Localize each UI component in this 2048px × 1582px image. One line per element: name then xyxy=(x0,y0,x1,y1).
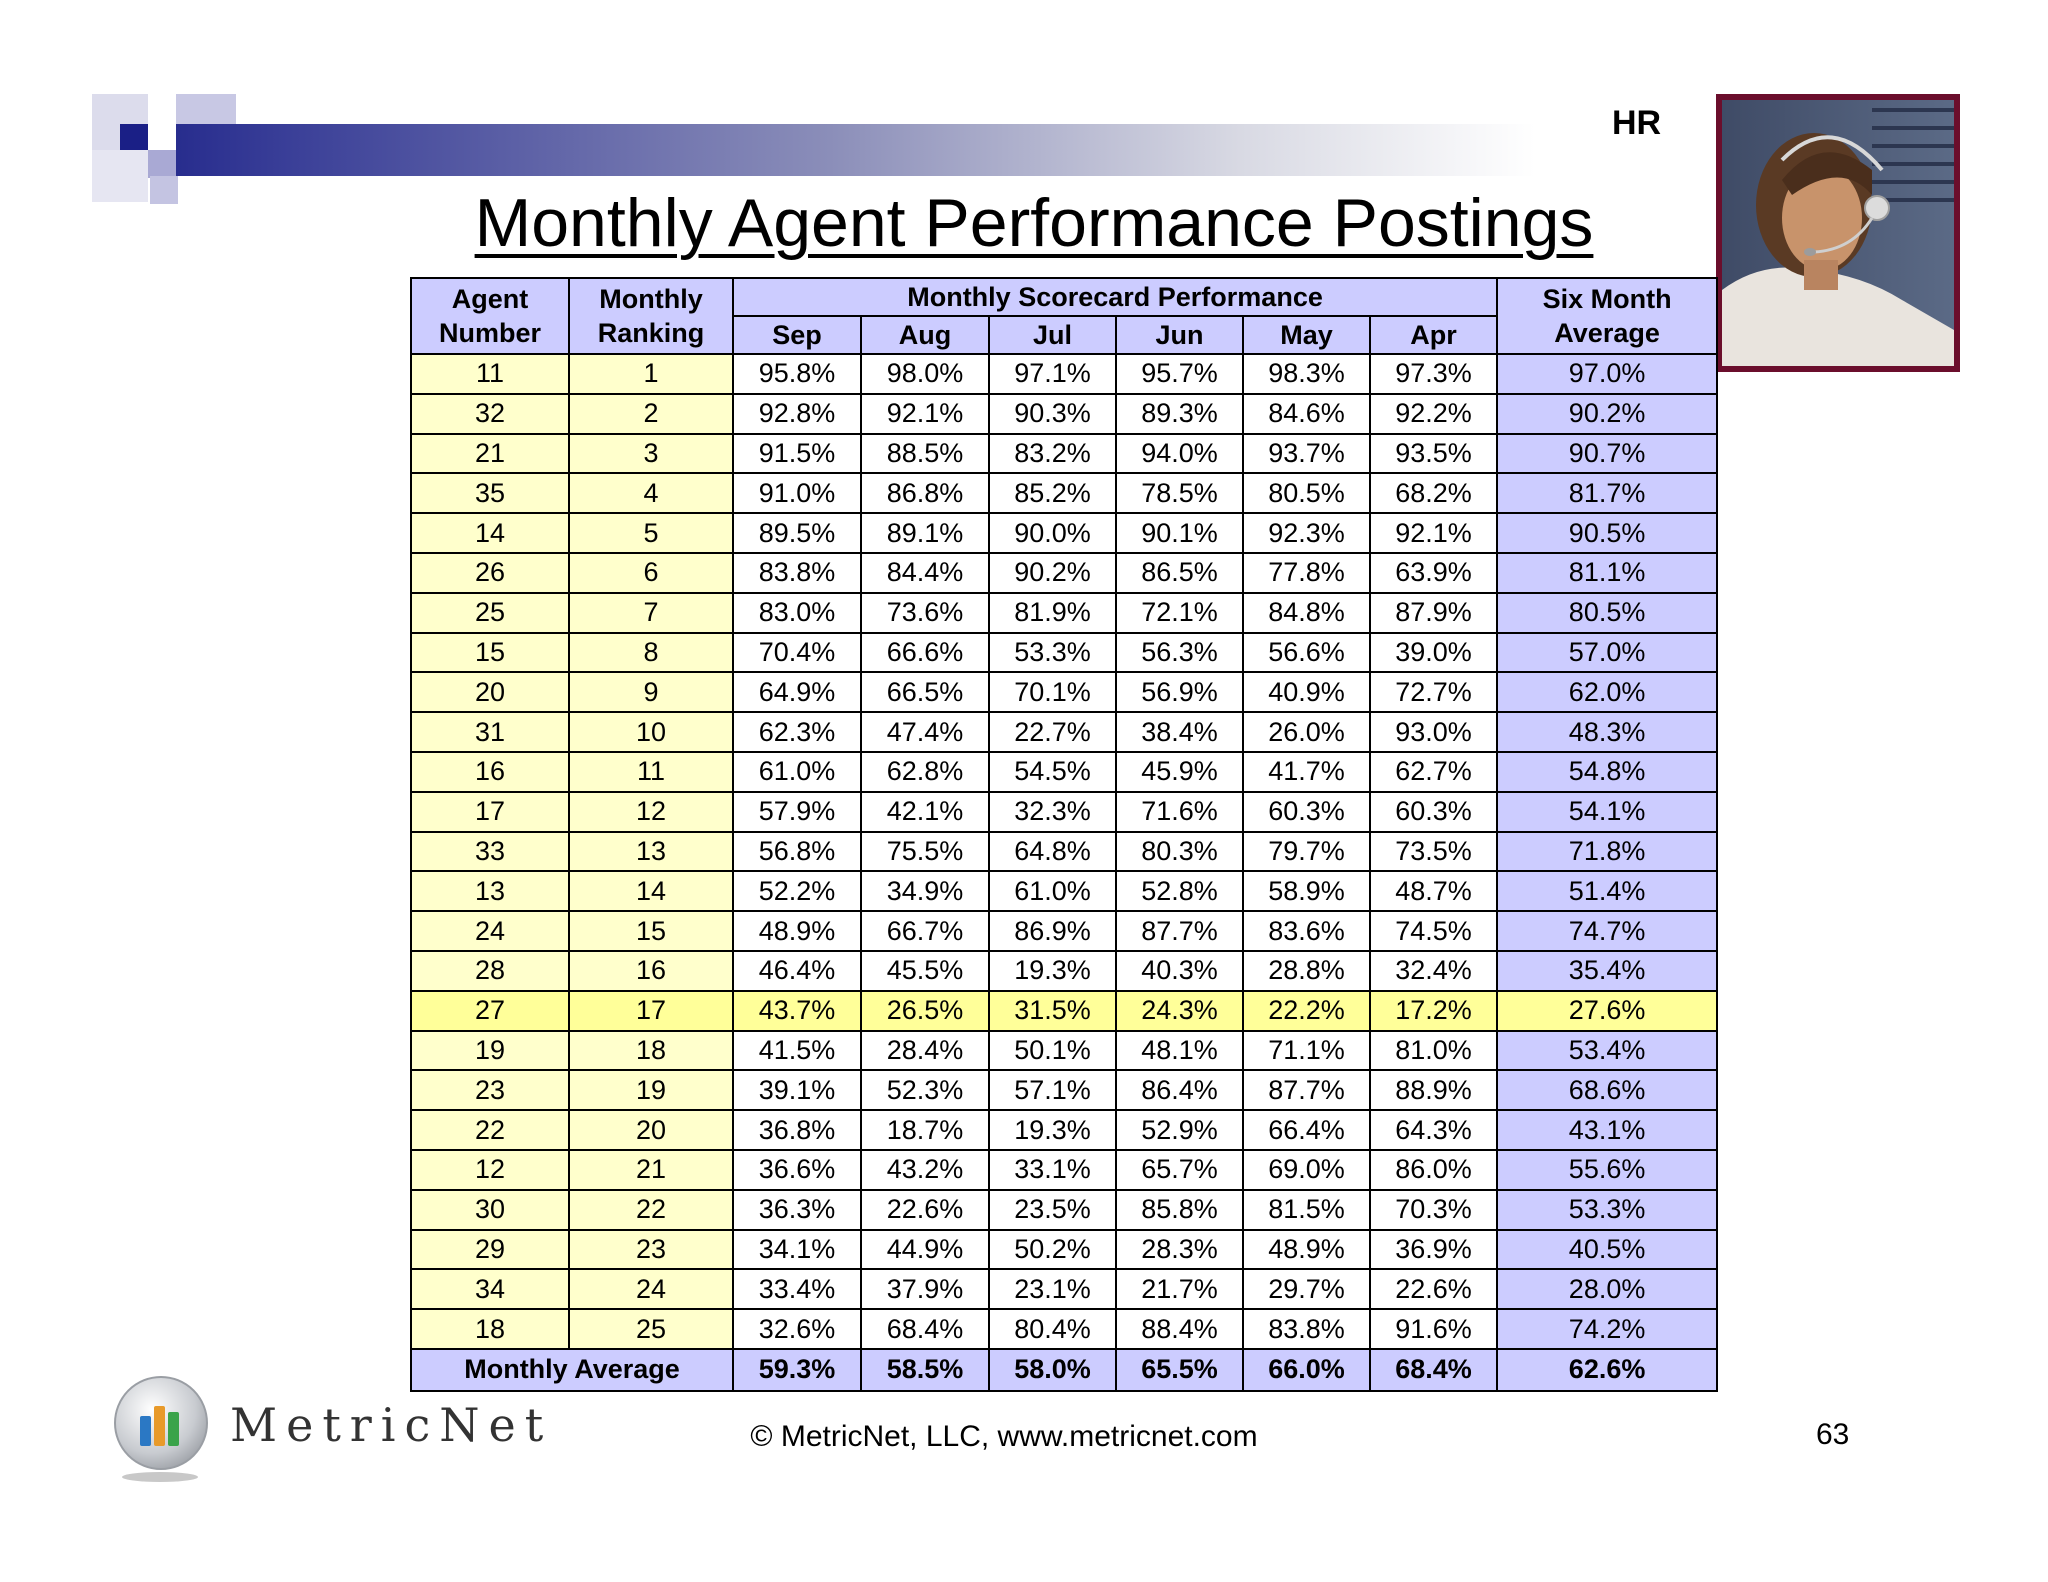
score-cell: 54.5% xyxy=(989,752,1116,792)
table-row xyxy=(411,1269,1717,1309)
logo-shadow xyxy=(122,1472,198,1482)
agent-number-cell: 18 xyxy=(411,1309,569,1349)
agent-number-cell: 22 xyxy=(411,1110,569,1150)
six-month-average-cell: 35.4% xyxy=(1497,951,1717,991)
agent-number-cell: 34 xyxy=(411,1269,569,1309)
score-cell: 91.0% xyxy=(733,473,861,513)
score-cell: 61.0% xyxy=(989,871,1116,911)
table-row xyxy=(411,1031,1717,1071)
score-cell: 26.0% xyxy=(1243,712,1370,752)
ranking-cell: 19 xyxy=(569,1070,733,1110)
score-cell: 62.3% xyxy=(733,712,861,752)
agent-number-cell: 17 xyxy=(411,792,569,832)
six-month-average-cell: 74.2% xyxy=(1497,1309,1717,1349)
score-cell: 83.8% xyxy=(733,553,861,593)
score-cell: 19.3% xyxy=(989,1110,1116,1150)
score-cell: 88.4% xyxy=(1116,1309,1243,1349)
score-cell: 83.6% xyxy=(1243,911,1370,951)
ranking-cell: 22 xyxy=(569,1190,733,1230)
score-cell: 53.3% xyxy=(989,633,1116,673)
score-cell: 86.9% xyxy=(989,911,1116,951)
score-cell: 92.3% xyxy=(1243,513,1370,553)
score-cell: 34.1% xyxy=(733,1230,861,1270)
score-cell: 56.6% xyxy=(1243,633,1370,673)
table-row xyxy=(411,951,1717,991)
agent-number-cell: 31 xyxy=(411,712,569,752)
ranking-cell: 17 xyxy=(569,991,733,1031)
score-cell: 86.0% xyxy=(1370,1150,1497,1190)
score-cell: 75.5% xyxy=(861,832,989,872)
score-cell: 90.0% xyxy=(989,513,1116,553)
copyright-text: © MetricNet, LLC, www.metricnet.com xyxy=(750,1420,1258,1453)
monthly-average-label: Monthly Average xyxy=(411,1349,733,1391)
score-cell: 42.1% xyxy=(861,792,989,832)
ranking-cell: 4 xyxy=(569,473,733,513)
ranking-cell: 11 xyxy=(569,752,733,792)
col-header-average xyxy=(1497,278,1717,354)
score-cell: 37.9% xyxy=(861,1269,989,1309)
score-cell: 58.9% xyxy=(1243,871,1370,911)
table-row xyxy=(411,633,1717,673)
score-cell: 62.7% xyxy=(1370,752,1497,792)
score-cell: 39.1% xyxy=(733,1070,861,1110)
decor-square xyxy=(176,94,236,124)
score-cell: 93.0% xyxy=(1370,712,1497,752)
monthly-average-cell: 58.0% xyxy=(989,1349,1116,1391)
score-cell: 78.5% xyxy=(1116,473,1243,513)
six-month-average-cell: 62.0% xyxy=(1497,672,1717,712)
col-header-month: Aug xyxy=(861,316,989,354)
col-header-month: Jun xyxy=(1116,316,1243,354)
score-cell: 68.2% xyxy=(1370,473,1497,513)
agent-number-cell: 30 xyxy=(411,1190,569,1230)
ranking-cell: 1 xyxy=(569,354,733,394)
agent-number-cell: 16 xyxy=(411,752,569,792)
score-cell: 21.7% xyxy=(1116,1269,1243,1309)
table-row xyxy=(411,1110,1717,1150)
ranking-cell: 25 xyxy=(569,1309,733,1349)
score-cell: 77.8% xyxy=(1243,553,1370,593)
score-cell: 33.4% xyxy=(733,1269,861,1309)
ranking-cell: 5 xyxy=(569,513,733,553)
score-cell: 85.8% xyxy=(1116,1190,1243,1230)
score-cell: 28.3% xyxy=(1116,1230,1243,1270)
score-cell: 84.8% xyxy=(1243,593,1370,633)
score-cell: 98.3% xyxy=(1243,354,1370,394)
six-month-average-cell: 40.5% xyxy=(1497,1230,1717,1270)
score-cell: 56.9% xyxy=(1116,672,1243,712)
score-cell: 84.4% xyxy=(861,553,989,593)
score-cell: 43.2% xyxy=(861,1150,989,1190)
score-cell: 79.7% xyxy=(1243,832,1370,872)
monthly-average-cell: 66.0% xyxy=(1243,1349,1370,1391)
score-cell: 36.8% xyxy=(733,1110,861,1150)
ranking-cell: 23 xyxy=(569,1230,733,1270)
table-row xyxy=(411,434,1717,474)
table-row xyxy=(411,1070,1717,1110)
score-cell: 66.5% xyxy=(861,672,989,712)
score-cell: 22.2% xyxy=(1243,991,1370,1031)
score-cell: 95.7% xyxy=(1116,354,1243,394)
score-cell: 95.8% xyxy=(733,354,861,394)
score-cell: 32.3% xyxy=(989,792,1116,832)
score-cell: 97.3% xyxy=(1370,354,1497,394)
score-cell: 80.5% xyxy=(1243,473,1370,513)
score-cell: 41.5% xyxy=(733,1031,861,1071)
table-row xyxy=(411,792,1717,832)
score-cell: 63.9% xyxy=(1370,553,1497,593)
decor-square xyxy=(120,124,148,150)
table-row xyxy=(411,832,1717,872)
table-row xyxy=(411,752,1717,792)
score-cell: 44.9% xyxy=(861,1230,989,1270)
six-month-average-cell: 80.5% xyxy=(1497,593,1717,633)
col-header-month: Apr xyxy=(1370,316,1497,354)
score-cell: 71.1% xyxy=(1243,1031,1370,1071)
score-cell: 52.3% xyxy=(861,1070,989,1110)
score-cell: 26.5% xyxy=(861,991,989,1031)
score-cell: 22.6% xyxy=(861,1190,989,1230)
score-cell: 22.6% xyxy=(1370,1269,1497,1309)
score-cell: 86.8% xyxy=(861,473,989,513)
score-cell: 93.5% xyxy=(1370,434,1497,474)
col-header-agent xyxy=(411,278,569,354)
agent-number-cell: 26 xyxy=(411,553,569,593)
ranking-cell: 16 xyxy=(569,951,733,991)
score-cell: 70.3% xyxy=(1370,1190,1497,1230)
six-month-average-cell: 90.7% xyxy=(1497,434,1717,474)
score-cell: 87.7% xyxy=(1243,1070,1370,1110)
table-row xyxy=(411,712,1717,752)
score-cell: 81.5% xyxy=(1243,1190,1370,1230)
score-cell: 92.8% xyxy=(733,394,861,434)
score-cell: 83.0% xyxy=(733,593,861,633)
score-cell: 66.6% xyxy=(861,633,989,673)
table-row xyxy=(411,1150,1717,1190)
score-cell: 72.7% xyxy=(1370,672,1497,712)
score-cell: 52.9% xyxy=(1116,1110,1243,1150)
score-cell: 43.7% xyxy=(733,991,861,1031)
ranking-cell: 18 xyxy=(569,1031,733,1071)
agent-number-cell: 32 xyxy=(411,394,569,434)
col-header-month: Sep xyxy=(733,316,861,354)
score-cell: 52.8% xyxy=(1116,871,1243,911)
score-cell: 50.1% xyxy=(989,1031,1116,1071)
six-month-average-cell: 71.8% xyxy=(1497,832,1717,872)
monthly-average-cell: 68.4% xyxy=(1370,1349,1497,1391)
score-cell: 39.0% xyxy=(1370,633,1497,673)
score-cell: 72.1% xyxy=(1116,593,1243,633)
score-cell: 57.1% xyxy=(989,1070,1116,1110)
ranking-cell: 9 xyxy=(569,672,733,712)
ranking-cell: 21 xyxy=(569,1150,733,1190)
decor-square xyxy=(148,150,176,178)
score-cell: 85.2% xyxy=(989,473,1116,513)
score-cell: 80.4% xyxy=(989,1309,1116,1349)
score-cell: 60.3% xyxy=(1243,792,1370,832)
score-cell: 23.5% xyxy=(989,1190,1116,1230)
six-month-average-cell: 74.7% xyxy=(1497,911,1717,951)
table-row xyxy=(411,513,1717,553)
ranking-cell: 12 xyxy=(569,792,733,832)
ranking-cell: 24 xyxy=(569,1269,733,1309)
agent-number-cell: 24 xyxy=(411,911,569,951)
six-month-average-cell: 54.1% xyxy=(1497,792,1717,832)
score-cell: 32.6% xyxy=(733,1309,861,1349)
score-cell: 84.6% xyxy=(1243,394,1370,434)
score-cell: 89.3% xyxy=(1116,394,1243,434)
six-month-average-cell: 68.6% xyxy=(1497,1070,1717,1110)
agent-number-cell: 29 xyxy=(411,1230,569,1270)
score-cell: 86.4% xyxy=(1116,1070,1243,1110)
score-cell: 69.0% xyxy=(1243,1150,1370,1190)
score-cell: 28.4% xyxy=(861,1031,989,1071)
score-cell: 90.1% xyxy=(1116,513,1243,553)
score-cell: 46.4% xyxy=(733,951,861,991)
score-cell: 64.9% xyxy=(733,672,861,712)
score-cell: 32.4% xyxy=(1370,951,1497,991)
table-row xyxy=(411,394,1717,434)
score-cell: 36.3% xyxy=(733,1190,861,1230)
score-cell: 40.3% xyxy=(1116,951,1243,991)
ranking-cell: 20 xyxy=(569,1110,733,1150)
score-cell: 68.4% xyxy=(861,1309,989,1349)
page-number: 63 xyxy=(1816,1418,1850,1451)
col-header-average-label: Six Month Average xyxy=(1542,284,1672,348)
col-header-month: Jul xyxy=(989,316,1116,354)
table-row xyxy=(411,672,1717,712)
six-month-average-cell: 90.2% xyxy=(1497,394,1717,434)
six-month-average-cell: 97.0% xyxy=(1497,354,1717,394)
score-cell: 64.8% xyxy=(989,832,1116,872)
score-cell: 34.9% xyxy=(861,871,989,911)
score-cell: 90.3% xyxy=(989,394,1116,434)
agent-number-cell: 23 xyxy=(411,1070,569,1110)
score-cell: 17.2% xyxy=(1370,991,1497,1031)
score-cell: 66.7% xyxy=(861,911,989,951)
ranking-cell: 8 xyxy=(569,633,733,673)
table-row xyxy=(411,991,1717,1031)
six-month-average-cell: 54.8% xyxy=(1497,752,1717,792)
score-cell: 61.0% xyxy=(733,752,861,792)
score-cell: 48.7% xyxy=(1370,871,1497,911)
table-row xyxy=(411,871,1717,911)
score-cell: 90.2% xyxy=(989,553,1116,593)
score-cell: 81.9% xyxy=(989,593,1116,633)
table-row xyxy=(411,354,1717,394)
agent-number-cell: 20 xyxy=(411,672,569,712)
table-row xyxy=(411,1309,1717,1349)
score-cell: 64.3% xyxy=(1370,1110,1497,1150)
six-month-average-cell: 27.6% xyxy=(1497,991,1717,1031)
six-month-average-cell: 90.5% xyxy=(1497,513,1717,553)
score-cell: 92.1% xyxy=(861,394,989,434)
ranking-cell: 14 xyxy=(569,871,733,911)
score-cell: 36.9% xyxy=(1370,1230,1497,1270)
score-cell: 52.2% xyxy=(733,871,861,911)
score-cell: 66.4% xyxy=(1243,1110,1370,1150)
monthly-average-row xyxy=(411,1349,1717,1391)
col-header-agent-label: Agent Number xyxy=(438,284,541,348)
score-cell: 94.0% xyxy=(1116,434,1243,474)
table-row xyxy=(411,1190,1717,1230)
score-cell: 83.8% xyxy=(1243,1309,1370,1349)
score-cell: 56.3% xyxy=(1116,633,1243,673)
table-row xyxy=(411,593,1717,633)
score-cell: 65.7% xyxy=(1116,1150,1243,1190)
header-gradient-bar xyxy=(92,124,1732,176)
table-body xyxy=(411,354,1717,1391)
ranking-cell: 6 xyxy=(569,553,733,593)
agent-number-cell: 15 xyxy=(411,633,569,673)
ranking-cell: 2 xyxy=(569,394,733,434)
score-cell: 98.0% xyxy=(861,354,989,394)
score-cell: 89.5% xyxy=(733,513,861,553)
agent-number-cell: 14 xyxy=(411,513,569,553)
score-cell: 57.9% xyxy=(733,792,861,832)
score-cell: 88.5% xyxy=(861,434,989,474)
agent-number-cell: 12 xyxy=(411,1150,569,1190)
score-cell: 56.8% xyxy=(733,832,861,872)
score-cell: 31.5% xyxy=(989,991,1116,1031)
section-label: HR xyxy=(1612,104,1662,142)
score-cell: 74.5% xyxy=(1370,911,1497,951)
table-row xyxy=(411,911,1717,951)
six-month-average-cell: 51.4% xyxy=(1497,871,1717,911)
score-cell: 40.9% xyxy=(1243,672,1370,712)
six-month-average-cell: 57.0% xyxy=(1497,633,1717,673)
score-cell: 91.5% xyxy=(733,434,861,474)
score-cell: 70.1% xyxy=(989,672,1116,712)
score-cell: 97.1% xyxy=(989,354,1116,394)
six-month-average-cell: 53.4% xyxy=(1497,1031,1717,1071)
score-cell: 36.6% xyxy=(733,1150,861,1190)
monthly-average-cell: 58.5% xyxy=(861,1349,989,1391)
six-month-average-cell: 81.1% xyxy=(1497,553,1717,593)
monthly-average-cell: 59.3% xyxy=(733,1349,861,1391)
agent-number-cell: 35 xyxy=(411,473,569,513)
agent-number-cell: 11 xyxy=(411,354,569,394)
agent-number-cell: 27 xyxy=(411,991,569,1031)
six-month-average-cell: 48.3% xyxy=(1497,712,1717,752)
score-cell: 24.3% xyxy=(1116,991,1243,1031)
score-cell: 48.1% xyxy=(1116,1031,1243,1071)
score-cell: 60.3% xyxy=(1370,792,1497,832)
score-cell: 47.4% xyxy=(861,712,989,752)
page-title: Monthly Agent Performance Postings xyxy=(474,185,1594,261)
col-header-ranking xyxy=(569,278,733,354)
score-cell: 48.9% xyxy=(1243,1230,1370,1270)
ranking-cell: 7 xyxy=(569,593,733,633)
table-row xyxy=(411,553,1717,593)
overall-average-cell: 62.6% xyxy=(1497,1349,1717,1391)
score-cell: 29.7% xyxy=(1243,1269,1370,1309)
score-cell: 80.3% xyxy=(1116,832,1243,872)
agent-number-cell: 21 xyxy=(411,434,569,474)
ranking-cell: 3 xyxy=(569,434,733,474)
score-cell: 86.5% xyxy=(1116,553,1243,593)
col-header-month: May xyxy=(1243,316,1370,354)
agent-number-cell: 28 xyxy=(411,951,569,991)
score-cell: 50.2% xyxy=(989,1230,1116,1270)
table-row xyxy=(411,473,1717,513)
decor-square xyxy=(148,124,176,150)
score-cell: 92.1% xyxy=(1370,513,1497,553)
ranking-cell: 10 xyxy=(569,712,733,752)
agent-number-cell: 13 xyxy=(411,871,569,911)
metricnet-logo-text: MetricNet xyxy=(230,1398,553,1452)
score-cell: 88.9% xyxy=(1370,1070,1497,1110)
ranking-cell: 13 xyxy=(569,832,733,872)
agent-number-cell: 33 xyxy=(411,832,569,872)
agent-number-cell: 25 xyxy=(411,593,569,633)
score-cell: 45.9% xyxy=(1116,752,1243,792)
score-cell: 71.6% xyxy=(1116,792,1243,832)
score-cell: 18.7% xyxy=(861,1110,989,1150)
score-cell: 38.4% xyxy=(1116,712,1243,752)
score-cell: 48.9% xyxy=(733,911,861,951)
score-cell: 23.1% xyxy=(989,1269,1116,1309)
score-cell: 22.7% xyxy=(989,712,1116,752)
col-group-header: Monthly Scorecard Performance xyxy=(733,278,1497,316)
ranking-cell: 15 xyxy=(569,911,733,951)
score-cell: 87.9% xyxy=(1370,593,1497,633)
agent-number-cell: 19 xyxy=(411,1031,569,1071)
score-cell: 70.4% xyxy=(733,633,861,673)
six-month-average-cell: 43.1% xyxy=(1497,1110,1717,1150)
score-cell: 87.7% xyxy=(1116,911,1243,951)
monthly-average-cell: 65.5% xyxy=(1116,1349,1243,1391)
score-cell: 73.5% xyxy=(1370,832,1497,872)
score-cell: 73.6% xyxy=(861,593,989,633)
score-cell: 62.8% xyxy=(861,752,989,792)
score-cell: 93.7% xyxy=(1243,434,1370,474)
six-month-average-cell: 55.6% xyxy=(1497,1150,1717,1190)
score-cell: 45.5% xyxy=(861,951,989,991)
col-header-ranking-label: Monthly Ranking xyxy=(597,284,705,348)
score-cell: 92.2% xyxy=(1370,394,1497,434)
score-cell: 41.7% xyxy=(1243,752,1370,792)
score-cell: 83.2% xyxy=(989,434,1116,474)
six-month-average-cell: 53.3% xyxy=(1497,1190,1717,1230)
score-cell: 33.1% xyxy=(989,1150,1116,1190)
score-cell: 81.0% xyxy=(1370,1031,1497,1071)
performance-table xyxy=(410,277,1718,1392)
table-row xyxy=(411,1230,1717,1270)
score-cell: 91.6% xyxy=(1370,1309,1497,1349)
score-cell: 19.3% xyxy=(989,951,1116,991)
six-month-average-cell: 81.7% xyxy=(1497,473,1717,513)
six-month-average-cell: 28.0% xyxy=(1497,1269,1717,1309)
score-cell: 28.8% xyxy=(1243,951,1370,991)
score-cell: 89.1% xyxy=(861,513,989,553)
